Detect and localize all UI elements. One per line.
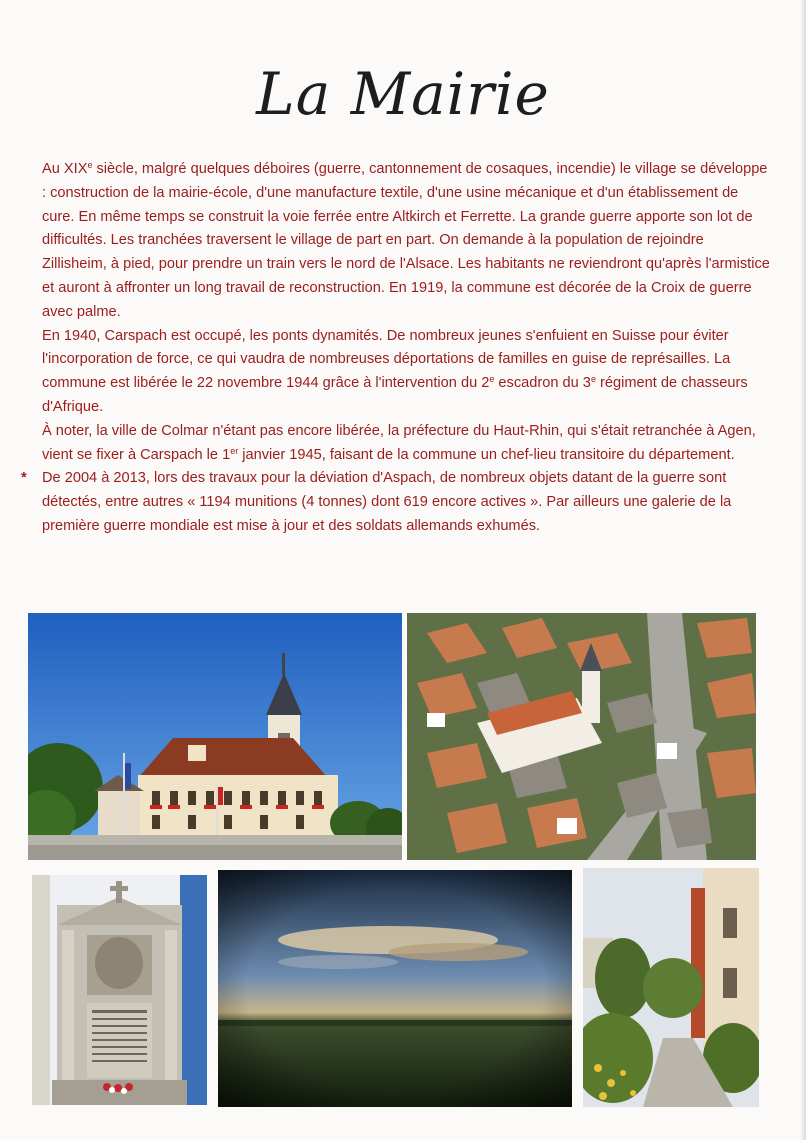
paragraph-1940: En 1940, Carspach est occupé, les ponts dynamités. De nombreux jeunes s'enfuient en Suisse pour éviter l'incorporation de force, ce qui vaudra de nombreuses déportations de familles en guise de représailles. La commune est libérée le 22 novembre 1944 grâce à l'intervention du 2e escadron du 3e régiment de chasseurs d'Afrique. — [42, 327, 748, 415]
page-edge-shadow — [800, 0, 806, 1140]
photo-war-memorial — [32, 875, 207, 1105]
page-title: La Mairie — [256, 60, 550, 128]
paragraph-colmar: À noter, la ville de Colmar n'étant pas encore libérée, la préfecture du Haut-Rhin, qui s'était retranchée à Agen, vient se fixer à Carspach le 1er janvier 1945, faisant de la commune un chef-lieu transitoire du département. — [42, 422, 756, 463]
paragraph-19th-century: Au XIXe siècle, malgré quelques déboires (guerre, cantonnement de cosaques, incendie) le village se développe : construction de la mairie-école, d'une manufacture textile, d'une usine mécanique et d'un établissement de cure. En même temps se construit la voie ferrée entre Altkirch et Ferrette. La grande guerre apporte son lot de difficultés. Les tranchées traversent le village de part en part. On demande à la population de rejoindre Zillisheim, à pied, pour prendre un train vers le nord de l'Alsace. Les habitants ne reviendront qu'après l'armistice et auront à affronter un long travail de reconstruction. En 1919, la commune est décorée de la Croix de guerre avec palme. — [42, 160, 770, 320]
article-body — [21, 158, 770, 539]
photo-aerial-village — [407, 613, 756, 860]
photo-town-hall — [28, 613, 402, 860]
photo-dusk-landscape — [218, 870, 572, 1107]
paragraph-aspach: * De 2004 à 2013, lors des travaux pour la déviation d'Aspach, de nombreux objets datant de la guerre sont détectés, entre autres « 1194 munitions (4 tonnes) dont 619 encore actives ». Par ailleurs une galerie de la première guerre mondiale est mise à jour et des soldats allemands exhumés. — [42, 467, 770, 538]
asterisk-bullet: * — [21, 470, 27, 487]
photo-garden-path — [583, 868, 759, 1107]
